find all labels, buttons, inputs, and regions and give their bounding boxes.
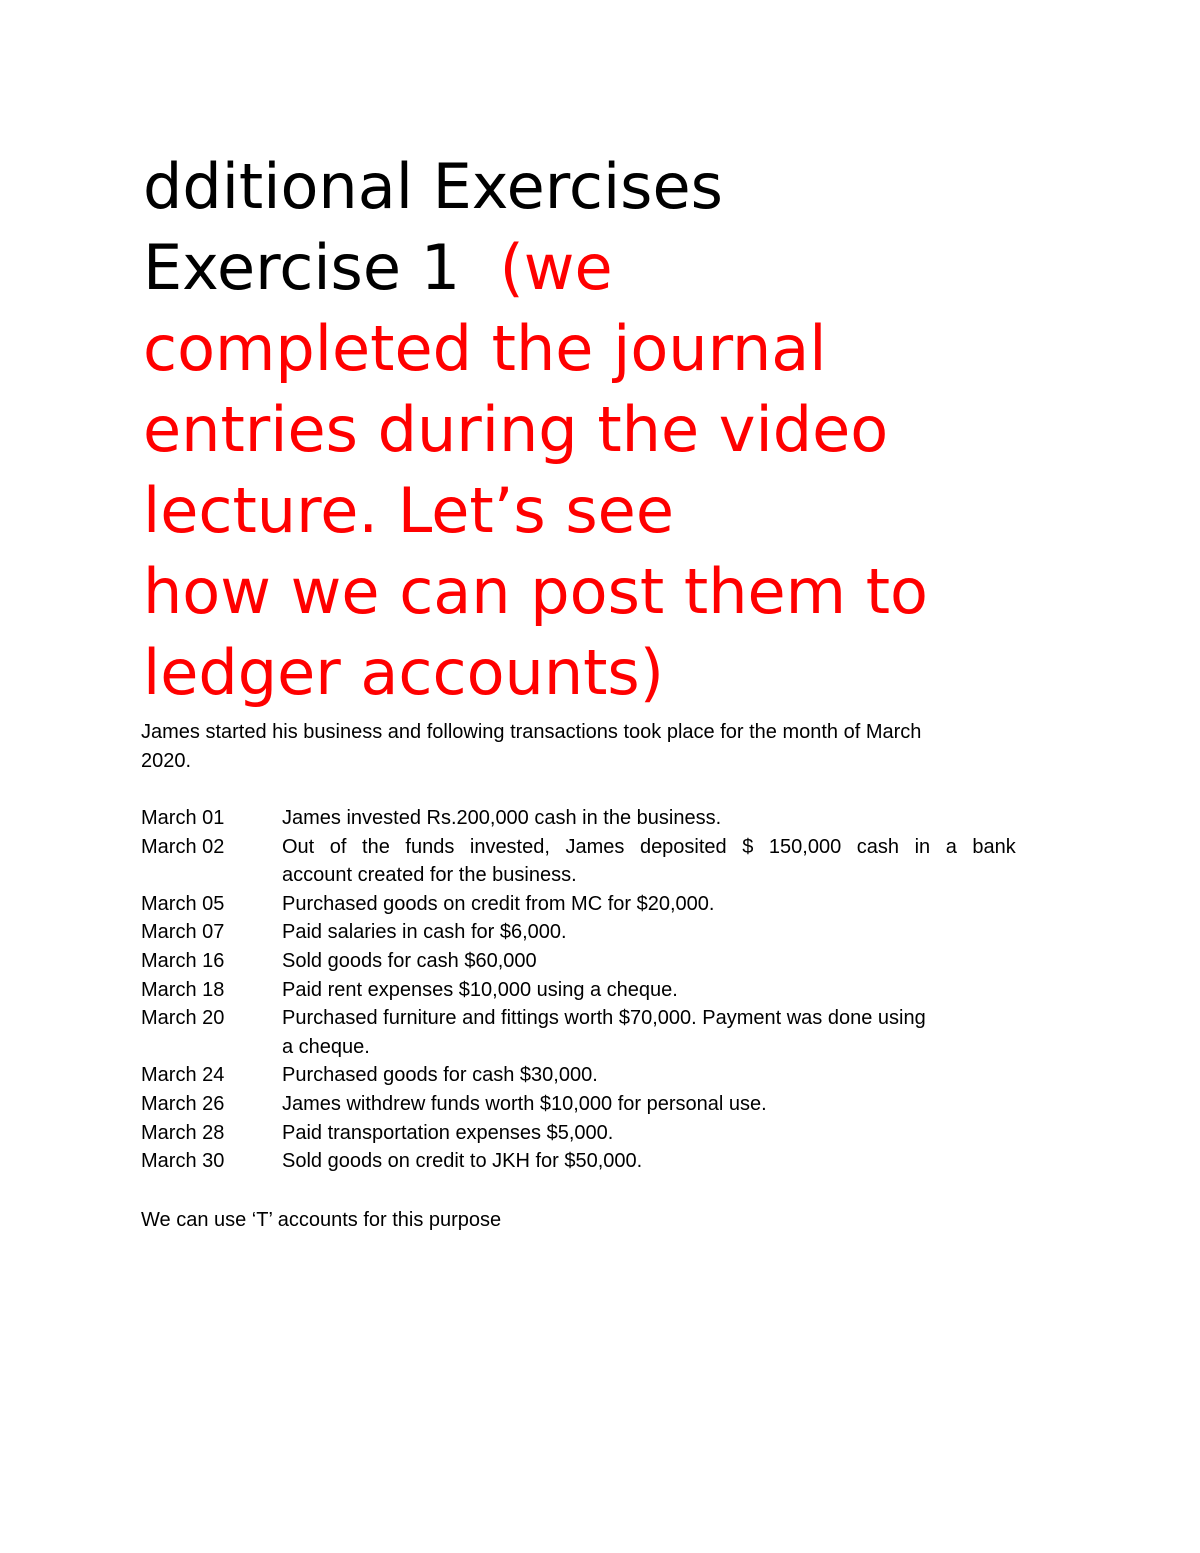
intro-line-1: James started his business and following transactions took place for the month of March <box>141 721 922 743</box>
transaction-date: March 18 <box>141 978 225 1001</box>
transaction-description <box>282 918 1021 947</box>
transaction-description-line: account created for the business. <box>282 864 577 887</box>
transaction-list <box>141 804 1021 1176</box>
exercise-heading <box>143 146 1143 713</box>
heading-line-7: ledger accounts) <box>143 636 664 709</box>
heading-line-2 <box>143 227 1143 308</box>
transaction-date: March 24 <box>141 1064 225 1087</box>
transaction-row <box>141 890 1021 919</box>
exercise-number: Exercise 1 <box>143 231 500 304</box>
transaction-description-line: a cheque. <box>282 1035 370 1058</box>
transaction-date: March 01 <box>141 807 225 829</box>
transaction-row <box>141 1004 1021 1061</box>
heading-line-4: entries during the video <box>143 393 889 466</box>
transaction-description <box>282 833 1021 890</box>
intro-line-2: 2020. <box>141 750 192 772</box>
heading-line-1: dditional Exercises <box>143 150 723 223</box>
transaction-date: March 26 <box>141 1092 225 1115</box>
transaction-date: March 07 <box>141 921 225 944</box>
intro-paragraph <box>141 718 1041 776</box>
closing-note: We can use ‘T’ accounts for this purpose <box>141 1209 502 1231</box>
transaction-date: March 20 <box>141 1007 225 1030</box>
transaction-description-line: Paid rent expenses $10,000 using a cheque. <box>282 978 678 1001</box>
transaction-row <box>141 918 1021 947</box>
transaction-description <box>282 1119 1021 1148</box>
transaction-date: March 05 <box>141 892 225 915</box>
transaction-description <box>282 1090 1021 1119</box>
transaction-row <box>141 1147 1021 1176</box>
heading-line-6: how we can post them to <box>143 555 928 628</box>
transaction-row <box>141 1061 1021 1090</box>
transaction-date: March 30 <box>141 1150 225 1173</box>
transaction-description-line: Purchased goods on credit from MC for $20,000. <box>282 892 715 915</box>
transaction-description-line: James invested Rs.200,000 cash in the business. <box>282 807 722 829</box>
transaction-row <box>141 976 1021 1005</box>
transaction-date: March 02 <box>141 835 225 858</box>
transaction-description <box>282 890 1021 919</box>
transaction-description <box>282 1061 1021 1090</box>
transaction-description <box>282 976 1021 1005</box>
transaction-row <box>141 804 1021 833</box>
transaction-description-line: Out of the funds invested, James deposited $ 150,000 cash in a bank <box>282 835 1016 858</box>
heading-line-3: completed the journal <box>143 312 827 385</box>
heading-line-5: lecture. Let’s see <box>143 474 674 547</box>
transaction-description-line: Sold goods on credit to JKH for $50,000. <box>282 1150 643 1173</box>
transaction-description <box>282 1147 1021 1176</box>
transaction-description-line: Purchased goods for cash $30,000. <box>282 1064 598 1087</box>
transaction-date: March 28 <box>141 1121 225 1144</box>
transaction-description <box>282 947 1021 976</box>
transaction-description <box>282 804 1021 833</box>
heading-note-start: (we <box>499 231 613 304</box>
transaction-description-line: Paid salaries in cash for $6,000. <box>282 921 567 944</box>
transaction-row <box>141 947 1021 976</box>
transaction-row <box>141 1119 1021 1148</box>
transaction-description-line: Sold goods for cash $60,000 <box>282 949 537 972</box>
transaction-date: March 16 <box>141 949 225 972</box>
transaction-description-line: Purchased furniture and fittings worth $70,000. Payment was done using <box>282 1007 926 1030</box>
transaction-description-line: Paid transportation expenses $5,000. <box>282 1121 614 1144</box>
transaction-row <box>141 1090 1021 1119</box>
transaction-description <box>282 1004 1021 1061</box>
transaction-row <box>141 833 1021 890</box>
transaction-description-line: James withdrew funds worth $10,000 for personal use. <box>282 1092 767 1115</box>
